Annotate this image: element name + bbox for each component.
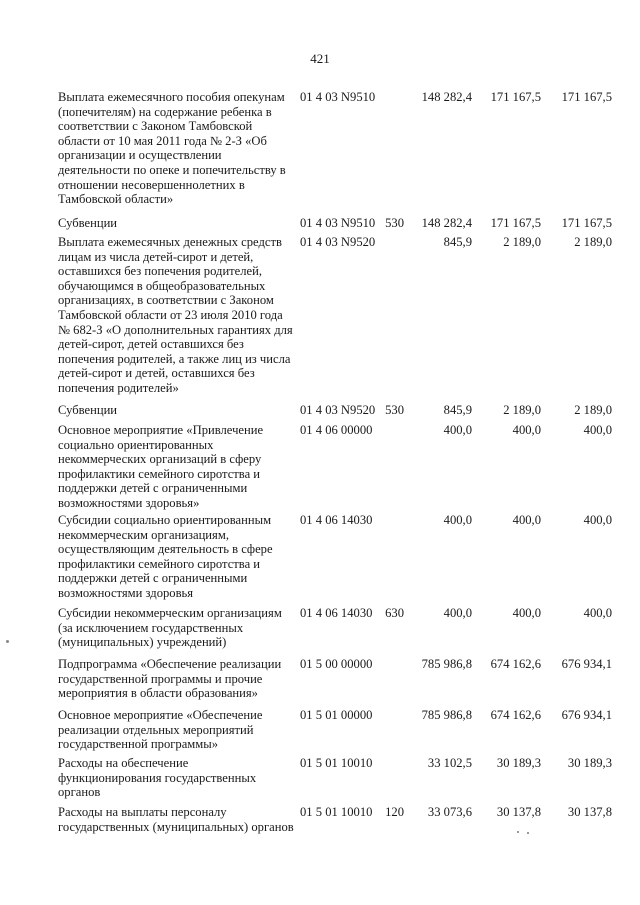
row-value-3: 400,0	[583, 606, 612, 620]
row-code: 01 5 01 10010	[300, 756, 373, 770]
row-value-3: 400,0	[583, 513, 612, 527]
row-value-1: 785 986,8	[421, 708, 472, 722]
row-value-2: 171 167,5	[490, 90, 541, 104]
row-description: Основное мероприятие «Привлечение социально ориентированных некоммерческих организаций в сферу профилактики семейного сиротства и поддержки детей с ограниченными возможностями здоровья»	[58, 423, 264, 510]
row-code: 01 4 06 14030	[300, 513, 373, 527]
row-value-2: 400,0	[512, 423, 541, 437]
row-value-1: 845,9	[443, 235, 472, 249]
row-value-3: 676 934,1	[561, 708, 612, 722]
row-value-3: 2 189,0	[574, 403, 612, 417]
row-value-2: 400,0	[512, 606, 541, 620]
row-code: 01 4 06 00000	[300, 423, 373, 437]
row-value-2: 30 137,8	[496, 805, 541, 819]
row-value-1: 148 282,4	[421, 216, 472, 230]
row-code: 01 4 06 14030	[300, 606, 373, 620]
row-value-1: 33 073,6	[427, 805, 472, 819]
row-description: Выплата ежемесячного пособия опекунам (попечителям) на содержание ребенка в соответствии с Законом Тамбовской области от 10 мая 2011 года № 2-З «Об организации и осуществлении деятельности по опеке и попечительству в отношении несовершеннолетних в Тамбовской области»	[58, 90, 286, 207]
row-value-1: 33 102,5	[427, 756, 472, 770]
row-value-2: 2 189,0	[503, 403, 541, 417]
row-code: 01 4 03 N9510	[300, 90, 376, 104]
row-description: Субвенции	[58, 216, 118, 230]
row-description: Выплата ежемесячных денежных средств лицам из числа детей-сирот и детей, оставшихся без попечения родителей, обучающимся в общеобразовательных организациях, в соответствии с Законом Тамбовской области от 23 июля 2010 года № 682-З «О дополнительных гарантиях для детей-сирот, детей оставшихся без попечения родителей, а также лиц из числа детей-сирот и детей, оставшихся без попечения родителей»	[58, 235, 293, 395]
row-description: Субсидии социально ориентированным некоммерческим организациям, осуществляющим деятельность в сфере профилактики семейного сиротства и поддержки детей с ограниченными возможностями здоровья	[58, 513, 273, 600]
row-value-2: 2 189,0	[503, 235, 541, 249]
row-value-1: 845,9	[443, 403, 472, 417]
row-expense-type: 630	[385, 606, 404, 620]
row-value-2: 171 167,5	[490, 216, 541, 230]
row-value-3: 400,0	[583, 423, 612, 437]
row-value-1: 400,0	[443, 606, 472, 620]
row-expense-type: 530	[385, 216, 404, 230]
row-value-3: 171 167,5	[561, 216, 612, 230]
row-value-2: 30 189,3	[496, 756, 541, 770]
row-description: Субвенции	[58, 403, 118, 417]
row-code: 01 4 03 N9520	[300, 403, 376, 417]
page-number: 421	[310, 51, 330, 66]
row-description: Расходы на выплаты персоналу государственных (муниципальных) органов	[58, 805, 294, 834]
row-value-1: 400,0	[443, 513, 472, 527]
row-code: 01 5 01 00000	[300, 708, 373, 722]
row-value-1: 785 986,8	[421, 657, 472, 671]
scan-artifact	[517, 831, 519, 833]
row-expense-type: 530	[385, 403, 404, 417]
row-description: Субсидии некоммерческим организациям (за исключением государственных (муниципальных) учреждений)	[58, 606, 282, 650]
row-code: 01 4 03 N9510	[300, 216, 376, 230]
row-value-3: 2 189,0	[574, 235, 612, 249]
row-description: Расходы на обеспечение функционирования государственных органов	[58, 756, 257, 800]
row-code: 01 5 00 00000	[300, 657, 373, 671]
row-value-2: 400,0	[512, 513, 541, 527]
row-value-2: 674 162,6	[490, 657, 541, 671]
row-description: Основное мероприятие «Обеспечение реализации отдельных мероприятий государственной программы»	[58, 708, 263, 752]
row-value-3: 30 137,8	[567, 805, 612, 819]
scan-artifact	[527, 832, 529, 834]
row-value-3: 30 189,3	[567, 756, 612, 770]
row-value-3: 676 934,1	[561, 657, 612, 671]
row-value-1: 148 282,4	[421, 90, 472, 104]
row-value-1: 400,0	[443, 423, 472, 437]
row-description: Подпрограмма «Обеспечение реализации государственной программы и прочие мероприятия в области образования»	[58, 657, 282, 701]
row-expense-type: 120	[385, 805, 404, 819]
row-value-3: 171 167,5	[561, 90, 612, 104]
row-value-2: 674 162,6	[490, 708, 541, 722]
scan-artifact	[6, 640, 9, 643]
row-code: 01 5 01 10010	[300, 805, 373, 819]
row-code: 01 4 03 N9520	[300, 235, 376, 249]
